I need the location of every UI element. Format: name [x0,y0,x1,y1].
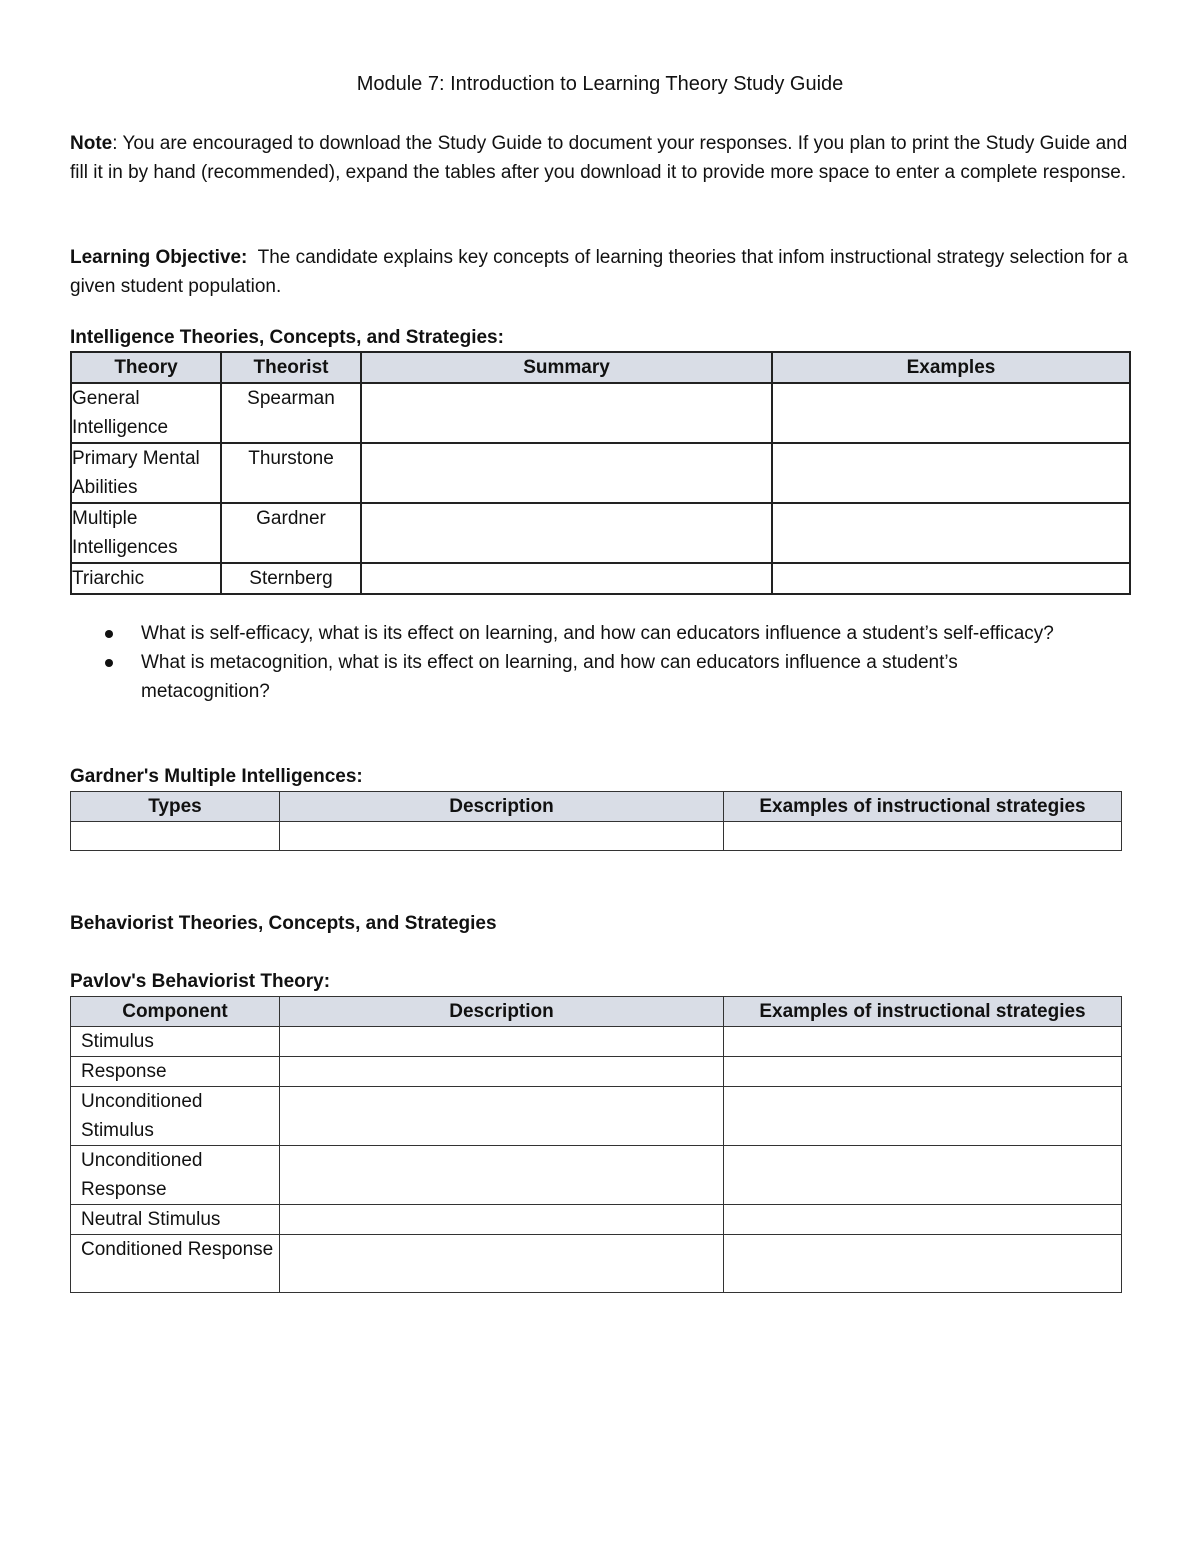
question-text: What is metacognition, what is its effect on learning, and how can educators influence a student’s metacognition? [141,652,958,702]
theorist-cell: Gardner [221,503,361,563]
examples-cell[interactable] [772,383,1130,443]
intelligence-heading: Intelligence Theories, Concepts, and Strategies: [70,327,504,348]
header-examples: Examples [772,352,1130,383]
table-header-row [71,352,1130,383]
table-row [71,1235,1122,1293]
component-cell: Unconditioned Stimulus [71,1087,280,1146]
header-theory: Theory [71,352,221,383]
component-cell: Unconditioned Response [71,1146,280,1205]
description-cell[interactable] [280,822,724,851]
table-row [71,503,1130,563]
list-item [70,619,1080,648]
examples-cell[interactable] [724,1027,1122,1057]
component-cell: Conditioned Response [71,1235,280,1293]
theory-cell: Primary Mental Abilities [71,443,221,503]
header-types: Types [71,792,280,822]
objective-label: Learning Objective: [70,247,248,268]
examples-cell[interactable] [724,822,1122,851]
list-item [70,648,1080,706]
header-description: Description [280,792,724,822]
note-paragraph [70,129,1130,187]
examples-cell[interactable] [724,1146,1122,1205]
examples-cell[interactable] [772,563,1130,594]
examples-cell[interactable] [724,1087,1122,1146]
table-row [71,563,1130,594]
description-cell[interactable] [280,1027,724,1057]
table-row [71,822,1122,851]
question-text: What is self-efficacy, what is its effect on learning, and how can educators influence a student’s self-efficacy? [141,623,1054,644]
summary-cell[interactable] [361,563,772,594]
theory-cell: Multiple Intelligences [71,503,221,563]
header-examples: Examples of instructional strategies [724,792,1122,822]
header-theorist: Theorist [221,352,361,383]
theorist-cell: Thurstone [221,443,361,503]
table-row [71,383,1130,443]
description-cell[interactable] [280,1057,724,1087]
table-row [71,1027,1122,1057]
objective-text: The candidate explains key concepts of learning theories that infom instructional strategy selection for a given student population. [70,247,1134,297]
table-header-row [71,997,1122,1027]
examples-cell[interactable] [724,1057,1122,1087]
description-cell[interactable] [280,1146,724,1205]
description-cell[interactable] [280,1205,724,1235]
behaviorist-heading: Behaviorist Theories, Concepts, and Strategies [70,913,497,934]
table-row [71,1205,1122,1235]
theory-cell: Triarchic [71,563,221,594]
table-row [71,1057,1122,1087]
intelligence-table [70,351,1131,595]
learning-objective [70,243,1134,301]
summary-cell[interactable] [361,443,772,503]
pavlov-table [70,996,1122,1293]
table-row [71,443,1130,503]
pavlov-heading: Pavlov's Behaviorist Theory: [70,971,331,992]
table-header-row [71,792,1122,822]
component-cell: Stimulus [71,1027,280,1057]
header-component: Component [71,997,280,1027]
examples-cell[interactable] [772,503,1130,563]
note-text: : You are encouraged to download the Study Guide to document your responses. If you plan to print the Study Guide and fill it in by hand (recommended), expand the tables after you download it to provide more space to enter a complete response. [70,133,1128,183]
table-row [71,1087,1122,1146]
examples-cell[interactable] [772,443,1130,503]
bullet-icon [105,659,113,667]
note-label: Note [70,133,113,154]
page-title: Module 7: Introduction to Learning Theory Study Guide [356,73,844,95]
theorist-cell: Sternberg [221,563,361,594]
summary-cell[interactable] [361,383,772,443]
summary-cell[interactable] [361,503,772,563]
header-summary: Summary [361,352,772,383]
description-cell[interactable] [280,1235,724,1293]
description-cell[interactable] [280,1087,724,1146]
table-row [71,1146,1122,1205]
theory-cell: General Intelligence [71,383,221,443]
component-cell: Neutral Stimulus [71,1205,280,1235]
question-list [70,619,1080,706]
examples-cell[interactable] [724,1235,1122,1293]
gardner-table [70,791,1122,851]
bullet-icon [105,630,113,638]
header-description: Description [280,997,724,1027]
gardner-heading: Gardner's Multiple Intelligences: [70,766,363,787]
theorist-cell: Spearman [221,383,361,443]
header-examples: Examples of instructional strategies [724,997,1122,1027]
examples-cell[interactable] [724,1205,1122,1235]
types-cell[interactable] [71,822,280,851]
component-cell: Response [71,1057,280,1087]
